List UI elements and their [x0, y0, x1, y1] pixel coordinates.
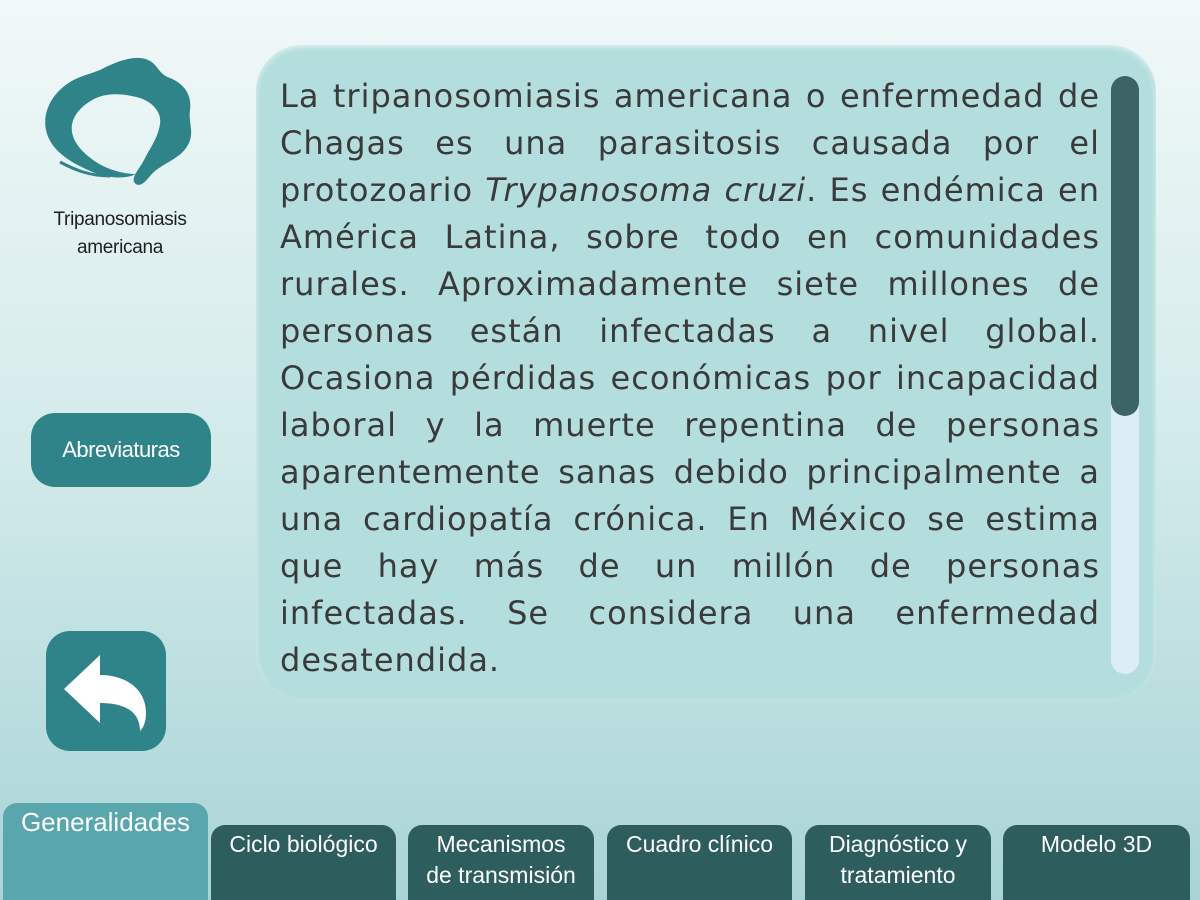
back-arrow-icon [60, 651, 152, 731]
tab-diagnostico-tratamiento[interactable] [805, 825, 991, 900]
content-text-italic: Trypanosoma cruzi [485, 171, 807, 209]
tab-cuadro-clinico[interactable] [607, 825, 792, 900]
content-text [280, 73, 1100, 684]
app-title-line2: americana [76, 237, 163, 258]
tab-generalidades[interactable] [3, 803, 208, 900]
tab-ciclo-biologico[interactable] [211, 825, 396, 900]
tab-mecanismos-transmision[interactable] [408, 825, 594, 900]
tab-label: Generalidades [20, 807, 191, 837]
scrollbar-track[interactable] [1111, 76, 1139, 674]
tab-label-line1: Diagnóstico y [828, 831, 968, 857]
back-button[interactable] [46, 631, 166, 751]
content-text-part2: . Es endémica en América Latina, sobre todo en comunidades rurales. Aproximadamente siete millones de personas están infectadas a nivel global. Ocasiona pérdidas económicas por incapacidad laboral y la muerte repentina de personas aparentemente sanas debido principalmente a una cardiopatía crónica. En México se estima que hay más de un millón de personas infectadas. Se considera una enfermedad desatendida. [280, 171, 1101, 679]
app-title-line1: Tripanosomiasis [53, 209, 187, 230]
scrollbar-thumb[interactable] [1111, 76, 1139, 416]
parasite-logo-icon [40, 52, 200, 192]
abbreviations-button-label: Abreviaturas [62, 437, 180, 462]
abbreviations-button[interactable] [31, 413, 211, 487]
tab-label: Ciclo biológico [229, 831, 378, 857]
tab-modelo-3d[interactable] [1003, 825, 1190, 900]
content-panel [256, 45, 1156, 700]
tab-label: Modelo 3D [1040, 831, 1153, 857]
tab-label-line2: de transmisión [426, 862, 576, 888]
tab-label-line1: Mecanismos [436, 831, 566, 857]
content-text-part1: La tripanosomiasis americana o enfermedad de Chagas es una parasitosis causada por el protozoario [280, 77, 1100, 209]
app-title [20, 206, 220, 262]
tab-label: Cuadro clínico [625, 831, 774, 857]
tab-label-line2: tratamiento [840, 862, 956, 888]
